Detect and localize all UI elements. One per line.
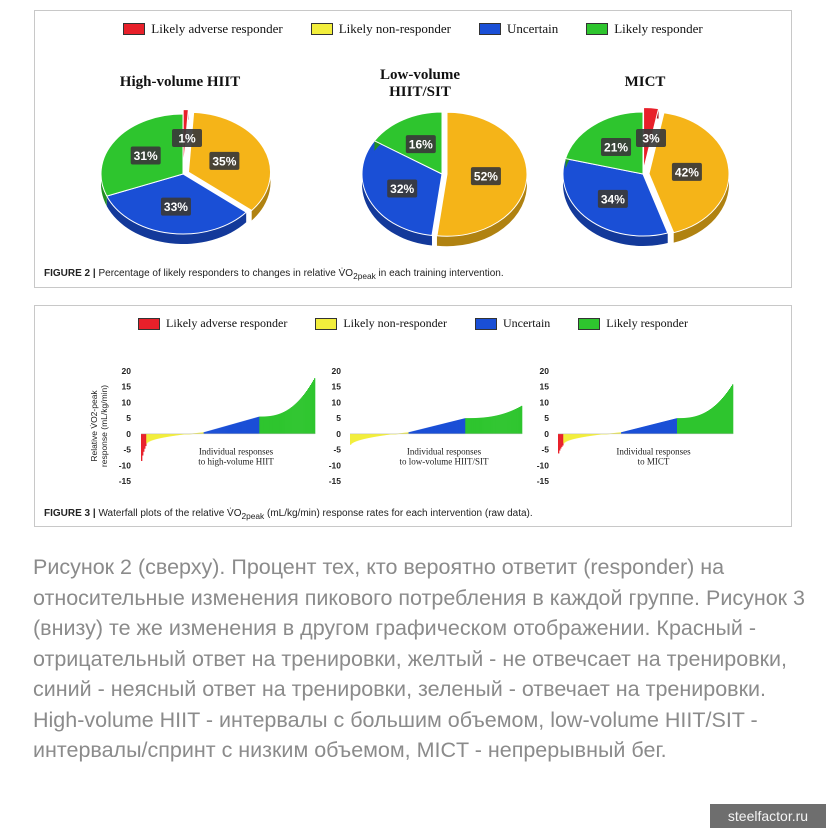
waterfall-tick-label: 15 bbox=[121, 381, 131, 392]
waterfall-tick-label: -5 bbox=[123, 444, 131, 455]
waterfall-chart-1 bbox=[119, 366, 316, 486]
waterfall-tick-label: 0 bbox=[126, 428, 131, 439]
waterfall-bar bbox=[314, 378, 315, 434]
pie-chart-3 bbox=[563, 108, 729, 246]
pie-title-high-volume: High-volume HIIT bbox=[119, 74, 241, 90]
figure-3-panel bbox=[34, 305, 792, 527]
pie-percent-label: 35% bbox=[212, 154, 237, 169]
waterfall-chart-2 bbox=[329, 366, 523, 486]
waterfall-tick-label: 0 bbox=[336, 428, 341, 439]
waterfall-y-axis-label: Relative V̇O2-peak bbox=[89, 390, 99, 462]
waterfall-x-axis-label: Individual responses bbox=[198, 446, 274, 457]
caption-text: Percentage of likely responders to changes in relative V̇O bbox=[98, 268, 354, 279]
waterfall-tick-label: 20 bbox=[539, 366, 549, 376]
pie-chart-1 bbox=[101, 110, 271, 244]
pie-title-low-volume: Low-volume HIIT/SIT bbox=[380, 67, 460, 100]
waterfall-tick-label: 20 bbox=[121, 366, 131, 376]
waterfall-charts-svg bbox=[35, 306, 793, 506]
waterfall-chart-3 bbox=[537, 366, 734, 486]
waterfall-tick-label: 15 bbox=[539, 381, 549, 392]
legend-label: Uncertain bbox=[506, 21, 559, 36]
pie-title-mict: MICT bbox=[624, 74, 666, 90]
pie-percent-label: 16% bbox=[408, 137, 433, 152]
waterfall-tick-label: 0 bbox=[544, 428, 549, 439]
waterfall-bar bbox=[732, 384, 733, 433]
waterfall-tick-label: 5 bbox=[336, 413, 341, 424]
watermark: steelfactor.ru bbox=[710, 804, 826, 828]
waterfall-tick-label: 5 bbox=[544, 413, 549, 424]
legend-label: Likely adverse responder bbox=[151, 21, 283, 36]
pie-percent-label: 34% bbox=[600, 192, 625, 207]
waterfall-tick-label: -15 bbox=[536, 476, 549, 486]
waterfall-tick-label: -15 bbox=[118, 476, 131, 486]
waterfall-y-axis-label: response (mL/kg/min) bbox=[99, 384, 109, 468]
pie-percent-label: 1% bbox=[178, 131, 196, 146]
figure-2-caption bbox=[44, 268, 504, 281]
pie-percent-label: 33% bbox=[163, 200, 188, 215]
russian-description: Рисунок 2 (сверху). Процент тех, кто вероятно ответит (responder) на относительные изменения пикового потребления в каждой группе. Рисунок 3 (внизу) те же изменения в другом графическом отображении. Красный - отрицательный ответ на тренировки, желтый - не отвечсает на тренировки, синий - неясный ответ на тренировки, зеленый - отвечает на тренировки. High-volume HIIT - интервалы с большим объемом, low-volume HIIT/SIT - интервалы/спринт с низким объемом, MICT - непрерывный бег. bbox=[33, 555, 806, 762]
caption-sub: 2peak bbox=[353, 271, 376, 281]
waterfall-tick-label: -5 bbox=[541, 444, 549, 455]
legend-label: Likely responder bbox=[614, 21, 703, 36]
legend-label: Likely responder bbox=[606, 316, 688, 330]
legend-label: Likely adverse responder bbox=[166, 316, 288, 330]
waterfall-x-axis-label: to high-volume HIIT bbox=[198, 456, 274, 467]
pie-charts-svg bbox=[35, 11, 793, 261]
caption-text: Waterfall plots of the relative V̇O bbox=[98, 508, 242, 519]
waterfall-tick-label: -5 bbox=[333, 444, 341, 455]
waterfall-tick-label: -10 bbox=[328, 460, 341, 471]
waterfall-tick-label: 10 bbox=[539, 397, 549, 408]
pie-percent-label: 31% bbox=[133, 148, 158, 163]
legend-label: Likely non-responder bbox=[343, 316, 447, 330]
waterfall-x-axis-label: Individual responses bbox=[616, 446, 691, 457]
pie-percent-label: 42% bbox=[674, 165, 699, 180]
waterfall-tick-label: -10 bbox=[536, 460, 549, 471]
pie-percent-label: 21% bbox=[604, 140, 629, 155]
waterfall-tick-label: 10 bbox=[121, 397, 131, 408]
caption-sub: 2peak bbox=[241, 511, 265, 521]
pie-percent-label: 52% bbox=[473, 169, 498, 184]
caption-tail: in each training intervention. bbox=[375, 268, 504, 279]
waterfall-x-axis-label: to MICT bbox=[637, 456, 670, 467]
caption-tail: (mL/kg/min) response rates for each intervention (raw data). bbox=[264, 508, 533, 519]
waterfall-tick-label: 5 bbox=[126, 413, 131, 424]
caption-label: FIGURE 3 | bbox=[44, 508, 96, 519]
pie-percent-label: 3% bbox=[642, 131, 660, 146]
waterfall-bar bbox=[521, 406, 522, 434]
waterfall-tick-label: 10 bbox=[331, 397, 341, 408]
waterfall-tick-label: -15 bbox=[328, 476, 341, 486]
legend-label: Likely non-responder bbox=[338, 21, 451, 36]
figure-3-caption bbox=[44, 508, 533, 521]
waterfall-tick-label: -10 bbox=[118, 460, 131, 471]
waterfall-x-axis-label: to low-volume HIIT/SIT bbox=[399, 456, 489, 467]
caption-label: FIGURE 2 | bbox=[44, 268, 96, 279]
waterfall-x-axis-label: Individual responses bbox=[406, 446, 482, 457]
pie-chart-2 bbox=[362, 112, 527, 246]
figure-2-panel bbox=[34, 10, 792, 288]
pie-percent-label: 32% bbox=[390, 182, 415, 197]
waterfall-tick-label: 20 bbox=[331, 366, 341, 376]
waterfall-tick-label: 15 bbox=[331, 381, 341, 392]
legend-label: Uncertain bbox=[502, 316, 551, 330]
